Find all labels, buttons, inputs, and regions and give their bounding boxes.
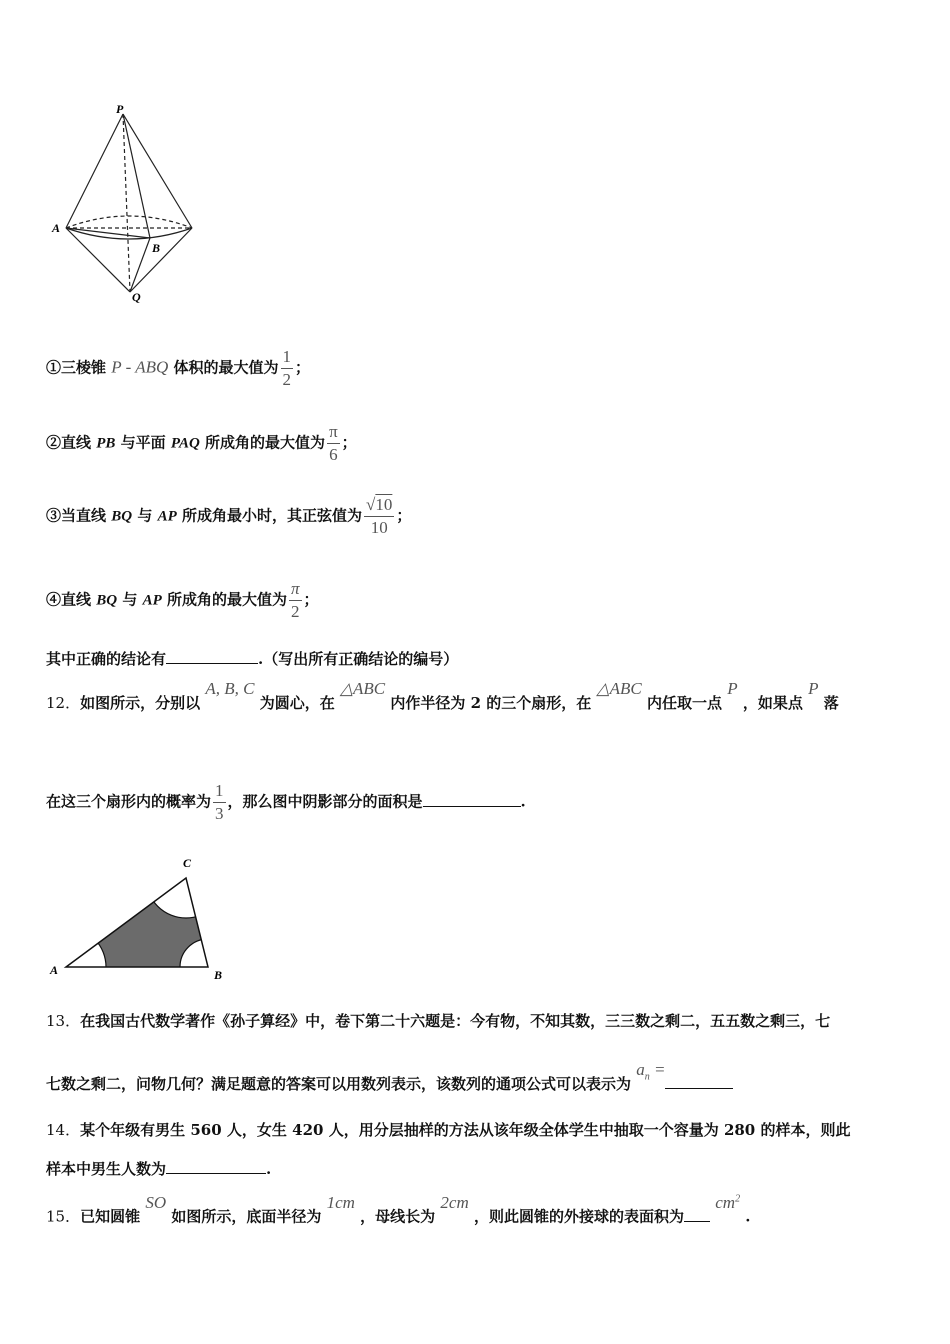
text: 的三个扇形，在 [486, 694, 592, 712]
question-number: 13． [46, 1012, 81, 1030]
marker: ③ [46, 506, 62, 525]
radius-value: 2 [470, 694, 482, 712]
numerator: π [327, 421, 340, 444]
numerator: π [289, 578, 302, 601]
girls-count: 420 [292, 1121, 324, 1139]
statement-4 [46, 578, 319, 623]
label-p: P [116, 104, 124, 116]
fraction [289, 578, 302, 623]
boys-count: 560 [190, 1121, 222, 1139]
text: 与平面 [120, 433, 166, 452]
unit-text: cm [715, 1192, 736, 1212]
text: 样本中男生人数为 [46, 1160, 167, 1178]
answer-blank[interactable] [166, 647, 258, 664]
math-expr: SO [145, 1192, 167, 1212]
sequence-term: a [636, 1060, 645, 1079]
label-q: Q [132, 290, 141, 304]
marker: ② [46, 433, 62, 452]
subscript: n [644, 1071, 650, 1083]
math-expr [636, 1060, 666, 1083]
text: 所成角的最大值为 [205, 433, 326, 452]
answer-blank[interactable] [423, 790, 521, 807]
fraction [327, 421, 340, 466]
numerator: 1 [213, 780, 226, 803]
text: 三棱锥 [61, 358, 107, 377]
q14-line-2 [46, 1157, 271, 1179]
marker: ④ [46, 590, 62, 609]
fraction [281, 346, 294, 391]
line-name: PB [96, 435, 116, 452]
line-name: BQ [111, 508, 133, 525]
text: 如图所示，底面半径为 [171, 1207, 322, 1226]
numerator: 1 [281, 346, 294, 369]
text: 所成角的最大值为 [167, 590, 288, 609]
answer-blank[interactable] [665, 1072, 733, 1089]
text: ； [295, 358, 311, 377]
text: 在这三个扇形内的概率为 [46, 792, 212, 811]
question-number: 12． [46, 694, 81, 712]
math-expr: P - ABQ [111, 357, 169, 377]
text: 落 [823, 694, 839, 712]
label-b: B [214, 968, 223, 982]
line-name: AP [157, 508, 177, 525]
text: . [520, 792, 526, 811]
text: 已知圆锥 [80, 1207, 141, 1226]
denominator: 2 [282, 370, 291, 389]
triangle-sector-figure [46, 850, 236, 985]
line-name: AP [142, 592, 162, 609]
pyramid-figure [46, 104, 206, 304]
label-a: A [52, 221, 61, 235]
denominator: 6 [329, 445, 338, 464]
text: 直线 [61, 590, 92, 609]
math-expr: P [727, 679, 738, 698]
text: 直线 [61, 433, 92, 452]
q12-line-1 [46, 679, 839, 713]
label-a: A [50, 963, 59, 977]
text: 其中正确的结论有 [46, 650, 167, 668]
q14-line-1 [46, 1120, 851, 1140]
answer-blank[interactable] [684, 1205, 710, 1222]
text: . [266, 1160, 272, 1178]
text: 如图所示，分别以 [80, 694, 201, 712]
question-number: 15． [46, 1207, 81, 1226]
marker: ① [46, 358, 62, 377]
text: 与 [137, 506, 153, 525]
unit [715, 1193, 740, 1212]
text: 为圆心，在 [259, 694, 335, 712]
answer-blank[interactable] [166, 1157, 266, 1174]
text: 的样本，则此 [760, 1121, 851, 1139]
plane-name: PAQ [170, 435, 200, 452]
statement-3 [46, 494, 411, 539]
text: 内任取一点 [646, 694, 722, 712]
conclusion [46, 647, 458, 669]
q13-line-1 [46, 1011, 830, 1031]
label-c: C [183, 856, 192, 870]
statement-2 [46, 421, 357, 466]
equals: = [654, 1060, 666, 1079]
q12-line-2 [46, 780, 526, 825]
text: ，则此圆锥的外接球的表面积为 [473, 1207, 684, 1226]
text: 人，用分层抽样的方法从该年级全体学生中抽取一个容量为 [328, 1121, 719, 1139]
line-name: BQ [96, 592, 118, 609]
denominator: 3 [215, 804, 224, 823]
label-b: B [152, 241, 161, 255]
radicand: 10 [375, 495, 393, 514]
text: ，那么图中阴影部分的面积是 [227, 792, 423, 811]
math-expr: A, B, C [205, 679, 255, 698]
math-expr: △ABC [596, 679, 642, 698]
q15-line [46, 1192, 751, 1227]
text: 当直线 [61, 506, 107, 525]
math-expr: 1cm [326, 1192, 355, 1212]
text: 所成角最小时，其正弦值为 [182, 506, 363, 525]
q13-line-2 [46, 1060, 733, 1101]
text: ，如果点 [742, 694, 803, 712]
text: 七数之剩二，问物几何？满足题意的答案可以用数列表示，该数列的通项公式可以表示为 [46, 1075, 632, 1093]
text: 与 [122, 590, 138, 609]
text: ； [396, 506, 412, 525]
text: 某个年级有男生 [80, 1121, 186, 1139]
fraction [213, 780, 226, 825]
sample-size: 280 [723, 1121, 756, 1139]
statement-1 [46, 346, 310, 391]
denominator: 2 [291, 602, 300, 621]
math-expr: P [808, 679, 819, 698]
text: .（写出所有正确结论的编号） [258, 650, 459, 668]
math-expr: △ABC [339, 679, 386, 698]
unit-exponent: 2 [735, 1193, 741, 1204]
numerator: √10 [364, 494, 394, 517]
text: 在我国古代数学著作《孙子算经》中，卷下第二十六题是：今有物，不知其数，三三数之剩二，五五数之剩三，七 [80, 1012, 831, 1030]
text: 人，女生 [226, 1121, 287, 1139]
text: . [745, 1207, 751, 1226]
denominator: 10 [370, 518, 388, 537]
text: ，母线长为 [360, 1207, 436, 1226]
math-expr: 2cm [440, 1192, 469, 1212]
text: 体积的最大值为 [173, 358, 279, 377]
text: 内作半径为 [390, 694, 466, 712]
text: ； [341, 433, 357, 452]
fraction [364, 494, 394, 539]
question-number: 14． [46, 1121, 81, 1139]
text: ； [303, 590, 319, 609]
